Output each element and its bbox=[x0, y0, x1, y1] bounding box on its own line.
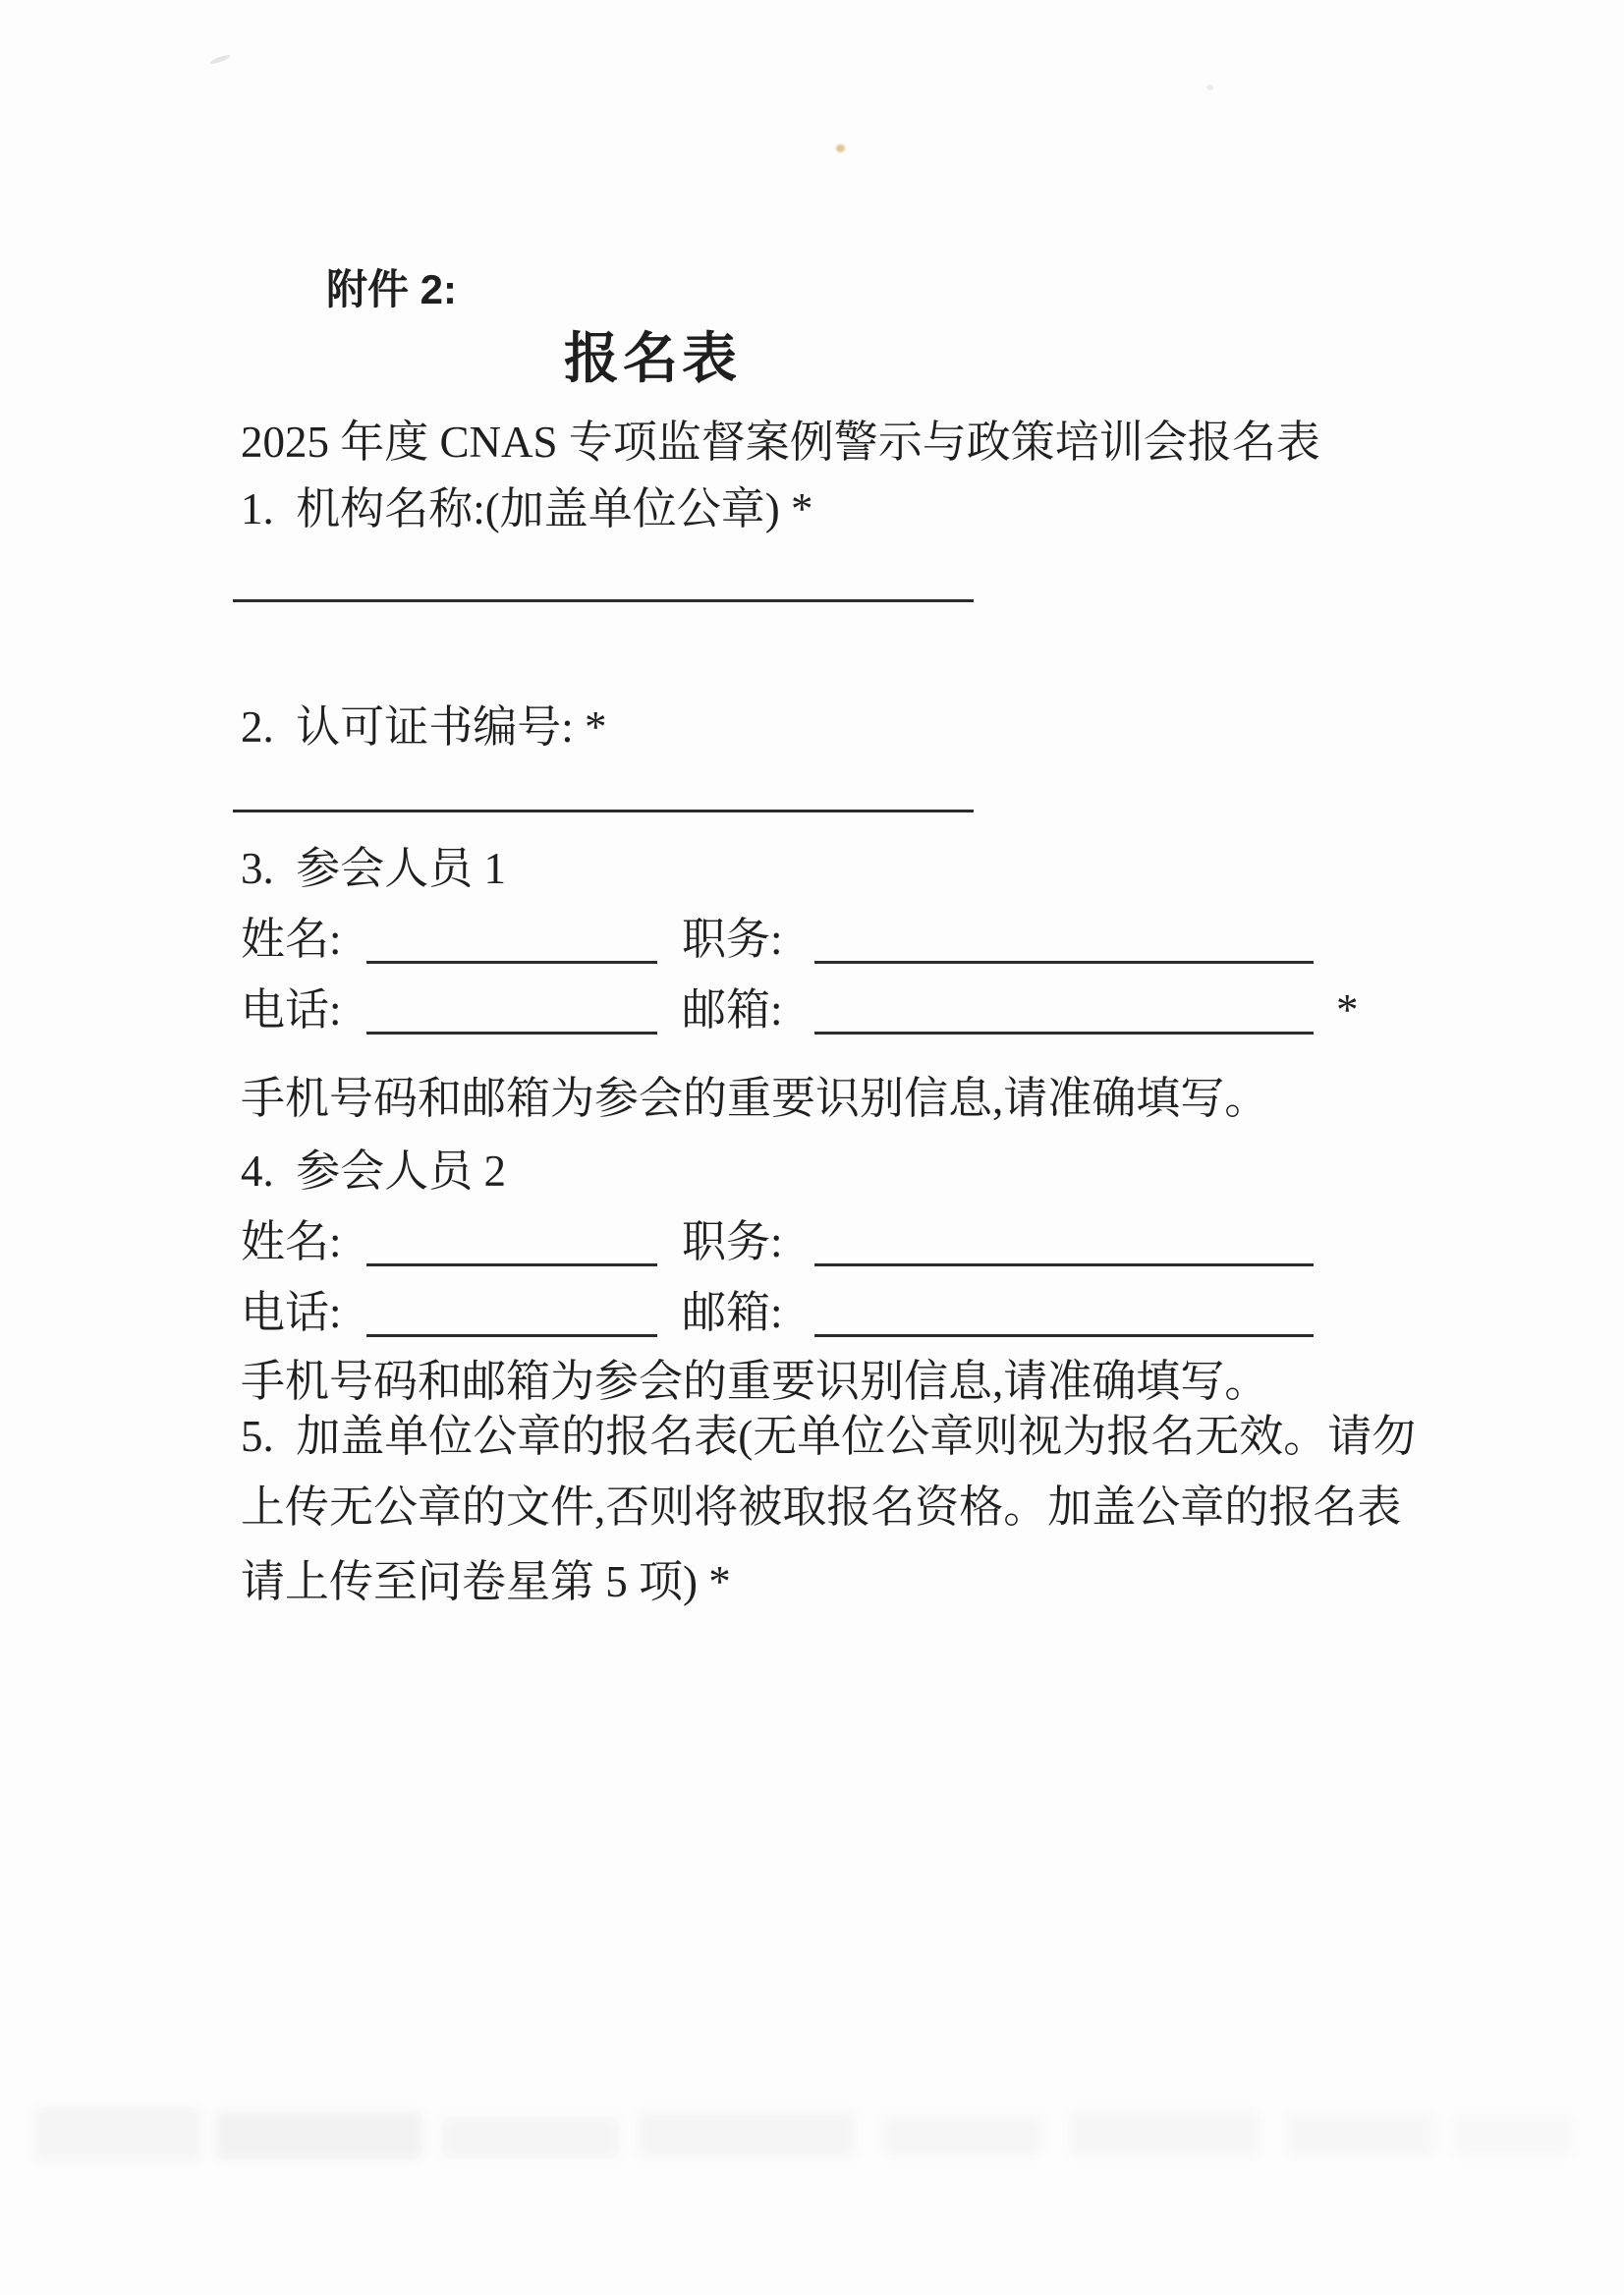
duty-label: 职务: bbox=[682, 915, 783, 964]
form-title: 报名表 bbox=[564, 327, 741, 389]
attachment-label: 附件 2: bbox=[326, 266, 458, 312]
item-5-line-3: 请上传至问卷星第 5 项) * bbox=[241, 1557, 731, 1606]
email-required-star: * bbox=[1336, 985, 1359, 1035]
section-4-phone-email-row bbox=[241, 1285, 1380, 1342]
item-2-label: 2. 认可证书编号: * bbox=[241, 702, 607, 752]
scan-bleedthrough bbox=[884, 2117, 1041, 2156]
email-label: 邮箱: bbox=[682, 985, 783, 1035]
section-4-heading: 4. 参会人员 2 bbox=[241, 1147, 507, 1196]
section-3-name-duty-row bbox=[241, 912, 1380, 969]
duty-blank-line bbox=[814, 912, 1314, 964]
scan-bleedthrough bbox=[216, 2112, 422, 2159]
item-1-label: 1. 机构名称:(加盖单位公章) * bbox=[241, 484, 813, 533]
name-blank-line bbox=[366, 912, 657, 964]
scan-speck bbox=[209, 53, 231, 65]
name-label: 姓名: bbox=[241, 1217, 342, 1266]
phone-label: 电话: bbox=[241, 1288, 342, 1337]
email-label: 邮箱: bbox=[682, 1288, 783, 1337]
section-4-note: 手机号码和邮箱为参会的重要识别信息,请准确填写。 bbox=[241, 1357, 1269, 1406]
duty-label: 职务: bbox=[682, 1217, 783, 1266]
phone-blank-line bbox=[366, 982, 657, 1035]
email-blank-line bbox=[814, 1285, 1314, 1337]
phone-blank-line bbox=[366, 1285, 657, 1337]
scan-bleedthrough bbox=[1287, 2114, 1434, 2155]
scan-bleedthrough bbox=[442, 2117, 619, 2158]
item-2-blank-line bbox=[233, 790, 974, 812]
name-blank-line bbox=[366, 1214, 657, 1266]
scan-bleedthrough bbox=[1071, 2112, 1258, 2155]
section-4-name-duty-row bbox=[241, 1214, 1380, 1271]
section-3-note: 手机号码和邮箱为参会的重要识别信息,请准确填写。 bbox=[241, 1074, 1269, 1123]
section-3-heading: 3. 参会人员 1 bbox=[241, 844, 507, 893]
form-subtitle: 2025 年度 CNAS 专项监督案例警示与政策培训会报名表 bbox=[241, 418, 1320, 467]
scan-bleedthrough bbox=[1454, 2117, 1572, 2156]
scan-speck bbox=[1206, 84, 1213, 90]
scan-bleedthrough bbox=[639, 2112, 855, 2157]
duty-blank-line bbox=[814, 1214, 1314, 1266]
name-label: 姓名: bbox=[241, 915, 342, 964]
email-blank-line bbox=[814, 982, 1314, 1035]
item-5-line-2: 上传无公章的文件,否则将被取报名资格。加盖公章的报名表 bbox=[241, 1483, 1402, 1532]
section-3-phone-email-row bbox=[241, 982, 1380, 1039]
scan-bleedthrough bbox=[34, 2107, 201, 2161]
item-1-blank-line bbox=[233, 580, 974, 602]
item-5-line-1: 5. 加盖单位公章的报名表(无单位公章则视为报名无效。请勿 bbox=[241, 1412, 1417, 1461]
phone-label: 电话: bbox=[241, 985, 342, 1035]
scan-speck bbox=[836, 144, 845, 152]
